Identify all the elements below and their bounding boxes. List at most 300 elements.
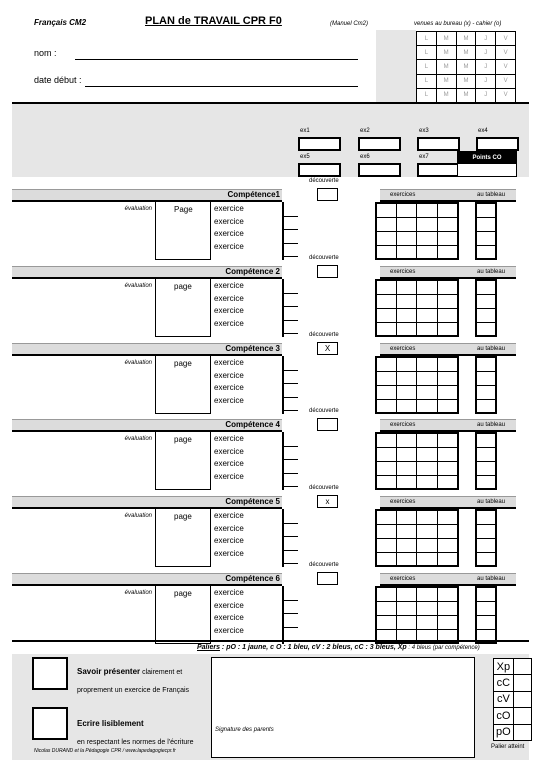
exercice-label: exercice xyxy=(214,395,244,405)
attendance-cell[interactable]: M xyxy=(456,88,476,102)
exercice-label: exercice xyxy=(214,216,244,226)
exercices-grid-cell[interactable] xyxy=(397,552,417,566)
competence-bar-line xyxy=(12,354,282,356)
au-tableau-label: au tableau xyxy=(477,346,506,352)
au-tableau-row xyxy=(476,280,496,294)
attendance-cell[interactable]: L xyxy=(417,74,437,88)
exercices-grid-cell[interactable] xyxy=(376,538,397,552)
ex-box[interactable] xyxy=(417,137,460,151)
exercices-grid-cell[interactable] xyxy=(437,433,458,447)
au-tableau-cell[interactable] xyxy=(476,552,496,566)
attendance-cell[interactable]: J xyxy=(476,46,496,60)
ex-box[interactable] xyxy=(358,137,401,151)
competence-title: Compétence 6 xyxy=(225,574,280,583)
exercices-grid-cell[interactable] xyxy=(437,357,458,371)
evaluation-label: évaluation xyxy=(124,436,152,442)
exercices-grid-cell[interactable] xyxy=(397,245,417,259)
exercices-grid-cell[interactable] xyxy=(397,538,417,552)
exercices-grid-cell[interactable] xyxy=(397,385,417,399)
au-tableau-cell[interactable] xyxy=(476,601,496,615)
date-field[interactable] xyxy=(85,86,358,87)
savoir-text2: proprement un exercice de Français xyxy=(77,687,190,694)
savoir-checkbox[interactable] xyxy=(32,657,68,690)
au-tableau-row xyxy=(476,203,496,217)
exercices-grid[interactable] xyxy=(375,279,459,337)
eval-line xyxy=(155,202,156,260)
competence-title: Compétence1 xyxy=(227,190,280,199)
level-checkbox[interactable] xyxy=(513,675,531,691)
exercices-grid-cell[interactable] xyxy=(376,587,397,601)
row-tick xyxy=(282,333,298,334)
exercice-label: exercice xyxy=(214,370,244,380)
ecrire-checkbox[interactable] xyxy=(32,707,68,740)
eval-line xyxy=(155,586,156,644)
exercices-grid-cell[interactable] xyxy=(417,245,437,259)
attendance-cell[interactable]: J xyxy=(476,74,496,88)
exercices-grid-row xyxy=(376,308,458,322)
exercice-label: exercice xyxy=(214,281,244,290)
au-tableau-cell[interactable] xyxy=(476,399,496,413)
exercices-grid-cell[interactable] xyxy=(417,203,437,217)
au-tableau-cell[interactable] xyxy=(476,461,496,475)
exercices-grid-cell[interactable] xyxy=(437,322,458,336)
exercices-grid-cell[interactable] xyxy=(417,510,437,524)
au-tableau-cell[interactable] xyxy=(476,231,496,245)
au-tableau-cell[interactable] xyxy=(476,538,496,552)
credit: Nicolas DURAND et la Pédagogie CPR / www.lapedagogiecpr.fr xyxy=(34,748,176,754)
exercices-grid-cell[interactable] xyxy=(376,447,397,461)
level-checkbox[interactable] xyxy=(513,708,531,724)
exercices-grid-cell[interactable] xyxy=(376,601,397,615)
exercices-grid[interactable] xyxy=(375,356,459,414)
venues-label: venues au bureau (x) - cahier (o) xyxy=(414,21,502,27)
exercices-grid-cell[interactable] xyxy=(417,308,437,322)
row-tick xyxy=(282,216,298,217)
exercices-grid-cell[interactable] xyxy=(437,399,458,413)
au-tableau-cell[interactable] xyxy=(476,357,496,371)
exercice-label: exercice xyxy=(214,306,244,316)
au-tableau-grid[interactable] xyxy=(475,509,497,567)
savoir-title: Savoir présenter xyxy=(77,667,141,676)
decouverte-label: découverte xyxy=(309,485,339,491)
level-checkbox[interactable] xyxy=(513,659,531,675)
attendance-cell[interactable]: M xyxy=(456,74,476,88)
level-checkbox[interactable] xyxy=(513,724,531,740)
eval-bottom xyxy=(155,566,210,567)
au-tableau-grid[interactable] xyxy=(475,432,497,490)
evaluation-label: évaluation xyxy=(124,513,152,519)
decouverte-box[interactable] xyxy=(317,188,338,201)
exercices-grid-cell[interactable] xyxy=(397,280,417,294)
exercices-grid-cell[interactable] xyxy=(376,615,397,629)
exercices-grid-cell[interactable] xyxy=(376,371,397,385)
decouverte-box[interactable] xyxy=(317,418,338,431)
subject-label: Français CM2 xyxy=(34,18,87,27)
exercices-grid-cell[interactable] xyxy=(397,615,417,629)
au-tableau-grid[interactable] xyxy=(475,586,497,644)
attendance-cell[interactable]: L xyxy=(417,60,437,74)
au-tableau-row xyxy=(476,524,496,538)
exercices-grid-cell[interactable] xyxy=(417,217,437,231)
exercices-grid-cell[interactable] xyxy=(397,524,417,538)
exercices-grid-cell[interactable] xyxy=(437,615,458,629)
exercices-grid-row xyxy=(376,461,458,475)
page-label: Page xyxy=(174,205,193,214)
exercices-grid[interactable] xyxy=(375,432,459,490)
attendance-cell[interactable]: L xyxy=(417,32,437,46)
exercices-grid-row xyxy=(376,524,458,538)
level-label: pO xyxy=(494,724,514,740)
au-tableau-label: au tableau xyxy=(477,192,506,198)
exercices-grid-cell[interactable] xyxy=(437,461,458,475)
nom-label: nom : xyxy=(34,48,57,58)
exercices-grid-cell[interactable] xyxy=(376,357,397,371)
attendance-cell[interactable]: V xyxy=(496,32,516,46)
attendance-row xyxy=(417,60,516,74)
attendance-cell[interactable]: M xyxy=(436,74,456,88)
exercices-grid-cell[interactable] xyxy=(376,475,397,489)
exercices-grid-cell[interactable] xyxy=(376,385,397,399)
row-tick xyxy=(282,486,298,487)
exercices-grid-cell[interactable] xyxy=(417,231,437,245)
attendance-cell[interactable]: V xyxy=(496,74,516,88)
exercices-grid-row xyxy=(376,538,458,552)
exercice-label: exercice xyxy=(214,536,244,546)
exercices-grid-cell[interactable] xyxy=(417,475,437,489)
exercices-grid-cell[interactable] xyxy=(417,538,437,552)
level-checkbox[interactable] xyxy=(513,691,531,707)
eval-bottom xyxy=(155,259,210,260)
evaluation-label: évaluation xyxy=(124,590,152,596)
au-tableau-cell[interactable] xyxy=(476,245,496,259)
decouverte-label: découverte xyxy=(309,332,339,338)
exercices-grid-cell[interactable] xyxy=(437,231,458,245)
exercices-grid-row xyxy=(376,601,458,615)
row-divider xyxy=(282,432,284,490)
au-tableau-row xyxy=(476,357,496,371)
attendance-grid[interactable] xyxy=(416,31,516,103)
savoir-text1: clairement et xyxy=(140,669,183,676)
au-tableau-row xyxy=(476,322,496,336)
points-co-box[interactable] xyxy=(457,151,517,177)
page-label: page xyxy=(174,589,192,598)
exercices-grid-cell[interactable] xyxy=(417,357,437,371)
exercices-grid-cell[interactable] xyxy=(397,510,417,524)
level-label: cO xyxy=(494,708,514,724)
attendance-cell[interactable]: J xyxy=(476,88,496,102)
exercices-grid-cell[interactable] xyxy=(397,461,417,475)
exercices-grid-cell[interactable] xyxy=(397,322,417,336)
au-tableau-cell[interactable] xyxy=(476,510,496,524)
au-tableau-row xyxy=(476,475,496,489)
levels-table xyxy=(493,658,532,741)
exercices-grid-cell[interactable] xyxy=(417,587,437,601)
ex-box[interactable] xyxy=(298,137,341,151)
exercices-grid-row xyxy=(376,322,458,336)
ex-label: ex3 xyxy=(419,128,429,134)
au-tableau-row xyxy=(476,601,496,615)
au-tableau-grid[interactable] xyxy=(475,279,497,337)
ex-box[interactable] xyxy=(476,137,519,151)
au-tableau-cell[interactable] xyxy=(476,433,496,447)
exercices-grid-row xyxy=(376,510,458,524)
competence-bar-line xyxy=(12,584,282,586)
au-tableau-cell[interactable] xyxy=(476,385,496,399)
attendance-cell[interactable]: M xyxy=(436,88,456,102)
exercices-grid-cell[interactable] xyxy=(437,245,458,259)
exercices-grid-cell[interactable] xyxy=(376,245,397,259)
exercices-grid-cell[interactable] xyxy=(417,385,437,399)
date-label: date début : xyxy=(34,75,82,85)
exercices-grid-cell[interactable] xyxy=(417,461,437,475)
exercices-grid-cell[interactable] xyxy=(397,203,417,217)
au-tableau-cell[interactable] xyxy=(476,371,496,385)
exercices-grid-cell[interactable] xyxy=(437,475,458,489)
au-tableau-cell[interactable] xyxy=(476,203,496,217)
exercices-grid-cell[interactable] xyxy=(397,294,417,308)
row-tick xyxy=(282,446,298,447)
exercices-grid-cell[interactable] xyxy=(397,308,417,322)
competence-title: Compétence 2 xyxy=(225,267,280,276)
exercices-grid-cell[interactable] xyxy=(376,399,397,413)
au-tableau-row xyxy=(476,461,496,475)
exercices-grid-cell[interactable] xyxy=(437,552,458,566)
attendance-cell[interactable]: M xyxy=(436,32,456,46)
exercices-label: exercices xyxy=(390,576,416,582)
row-tick xyxy=(282,523,298,524)
au-tableau-row xyxy=(476,217,496,231)
exercices-grid-cell[interactable] xyxy=(437,280,458,294)
decouverte-label: découverte xyxy=(309,255,339,261)
exercices-grid-cell[interactable] xyxy=(417,294,437,308)
exercices-grid-cell[interactable] xyxy=(437,524,458,538)
decouverte-box[interactable] xyxy=(317,572,338,585)
signature-box[interactable] xyxy=(211,657,475,758)
page-title: PLAN de TRAVAIL CPR F0 xyxy=(145,15,282,27)
exercices-grid-cell[interactable] xyxy=(376,231,397,245)
nom-field[interactable] xyxy=(75,59,358,60)
attendance-cell[interactable]: M xyxy=(456,32,476,46)
attendance-cell[interactable]: J xyxy=(476,60,496,74)
exercices-grid-cell[interactable] xyxy=(397,601,417,615)
exercices-grid-cell[interactable] xyxy=(437,294,458,308)
row-tick xyxy=(282,293,298,294)
au-tableau-row xyxy=(476,308,496,322)
exercice-label: exercice xyxy=(214,204,244,213)
exercices-label: exercices xyxy=(390,269,416,275)
level-row xyxy=(494,675,532,691)
exercices-grid-cell[interactable] xyxy=(376,552,397,566)
page-line xyxy=(210,356,211,414)
au-tableau-cell[interactable] xyxy=(476,447,496,461)
ex-label: ex5 xyxy=(300,154,310,160)
ex-label: ex7 xyxy=(419,154,429,160)
level-label: cC xyxy=(494,675,514,691)
ex-box[interactable] xyxy=(417,163,460,177)
exercices-grid-cell[interactable] xyxy=(437,587,458,601)
exercices-grid-cell[interactable] xyxy=(417,601,437,615)
exercices-grid-cell[interactable] xyxy=(397,475,417,489)
exercices-grid[interactable] xyxy=(375,586,459,644)
page-line xyxy=(210,586,211,644)
decouverte-box[interactable] xyxy=(317,265,338,278)
attendance-cell[interactable]: L xyxy=(417,88,437,102)
exercices-grid-row xyxy=(376,231,458,245)
attendance-cell[interactable]: V xyxy=(496,46,516,60)
attendance-cell[interactable]: M xyxy=(436,60,456,74)
exercice-label: exercice xyxy=(214,523,244,533)
ex-box[interactable] xyxy=(358,163,401,177)
au-tableau-cell[interactable] xyxy=(476,587,496,601)
ecrire-subtext: en respectant les normes de l'écriture xyxy=(77,739,194,746)
attendance-cell[interactable]: M xyxy=(456,60,476,74)
exercices-grid-row xyxy=(376,587,458,601)
au-tableau-row xyxy=(476,587,496,601)
page-label: page xyxy=(174,512,192,521)
exercices-grid-row xyxy=(376,385,458,399)
row-divider xyxy=(282,586,284,644)
exercices-grid-row xyxy=(376,217,458,231)
exercices-grid-cell[interactable] xyxy=(417,371,437,385)
decouverte-label: découverte xyxy=(309,408,339,414)
competence-bar-line xyxy=(12,430,282,432)
exercices-grid-cell[interactable] xyxy=(397,371,417,385)
exercices-grid-cell[interactable] xyxy=(437,510,458,524)
exercices-grid-cell[interactable] xyxy=(376,461,397,475)
decouverte-box[interactable]: x xyxy=(317,495,338,508)
exercices-grid-cell[interactable] xyxy=(397,587,417,601)
au-tableau-grid[interactable] xyxy=(475,202,497,260)
exercices-grid-cell[interactable] xyxy=(417,433,437,447)
row-tick xyxy=(282,383,298,384)
attendance-cell[interactable]: M xyxy=(456,46,476,60)
page-line xyxy=(210,202,211,260)
au-tableau-cell[interactable] xyxy=(476,280,496,294)
exercice-label: exercice xyxy=(214,293,244,303)
exercices-grid-cell[interactable] xyxy=(397,447,417,461)
exercices-grid-cell[interactable] xyxy=(437,447,458,461)
exercices-grid-row xyxy=(376,371,458,385)
exercices-grid-cell[interactable] xyxy=(376,280,397,294)
exercices-grid-cell[interactable] xyxy=(417,280,437,294)
exercices-grid-cell[interactable] xyxy=(417,399,437,413)
au-tableau-row xyxy=(476,231,496,245)
exercices-grid-cell[interactable] xyxy=(397,231,417,245)
competence-bar-line xyxy=(12,277,282,279)
footer-divider xyxy=(12,640,529,642)
exercices-grid-cell[interactable] xyxy=(417,552,437,566)
au-tableau-cell[interactable] xyxy=(476,308,496,322)
exercice-label: exercice xyxy=(214,383,244,393)
exercices-grid-cell[interactable] xyxy=(437,203,458,217)
exercices-grid-cell[interactable] xyxy=(417,322,437,336)
exercices-grid-cell[interactable] xyxy=(437,538,458,552)
exercices-grid-cell[interactable] xyxy=(376,510,397,524)
competence-title: Compétence 3 xyxy=(225,344,280,353)
exercice-label: exercice xyxy=(214,613,244,623)
exercices-grid-cell[interactable] xyxy=(437,308,458,322)
decouverte-label: découverte xyxy=(309,562,339,568)
au-tableau-label: au tableau xyxy=(477,422,506,428)
paliers-small: : 4 bleus (par compétence) xyxy=(406,645,480,651)
exercices-grid[interactable] xyxy=(375,202,459,260)
ex-box[interactable] xyxy=(298,163,341,177)
exercices-grid-cell[interactable] xyxy=(417,524,437,538)
exercices-grid-cell[interactable] xyxy=(397,217,417,231)
attendance-cell[interactable]: V xyxy=(496,88,516,102)
au-tableau-cell[interactable] xyxy=(476,322,496,336)
exercices-grid-cell[interactable] xyxy=(397,399,417,413)
row-tick xyxy=(282,563,298,564)
decouverte-box[interactable]: X xyxy=(317,342,338,355)
exercices-grid-cell[interactable] xyxy=(397,433,417,447)
exercices-grid-cell[interactable] xyxy=(376,433,397,447)
au-tableau-cell[interactable] xyxy=(476,217,496,231)
savoir-text xyxy=(77,661,207,697)
exercices-grid-cell[interactable] xyxy=(437,385,458,399)
attendance-cell[interactable]: M xyxy=(436,46,456,60)
row-tick xyxy=(282,550,298,551)
exercices-grid-cell[interactable] xyxy=(417,615,437,629)
exercices-grid-row xyxy=(376,433,458,447)
evaluation-label: évaluation xyxy=(124,206,152,212)
page-line xyxy=(210,279,211,337)
ex-label: ex4 xyxy=(478,128,488,134)
paliers-legend xyxy=(197,644,480,651)
page-line xyxy=(210,432,211,490)
exercices-grid-cell[interactable] xyxy=(376,294,397,308)
attendance-cell[interactable]: J xyxy=(476,32,496,46)
exercices-grid[interactable] xyxy=(375,509,459,567)
au-tableau-row xyxy=(476,399,496,413)
au-tableau-cell[interactable] xyxy=(476,475,496,489)
au-tableau-row xyxy=(476,371,496,385)
exercices-grid-cell[interactable] xyxy=(376,217,397,231)
row-divider xyxy=(282,509,284,567)
exercices-grid-cell[interactable] xyxy=(376,524,397,538)
attendance-cell[interactable]: L xyxy=(417,46,437,60)
attendance-cell[interactable]: V xyxy=(496,60,516,74)
exercices-grid-cell[interactable] xyxy=(417,447,437,461)
row-tick xyxy=(282,229,298,230)
exercices-grid-row xyxy=(376,280,458,294)
row-tick xyxy=(282,256,298,257)
exercice-label: exercice xyxy=(214,459,244,469)
au-tableau-cell[interactable] xyxy=(476,615,496,629)
exercices-grid-cell[interactable] xyxy=(376,203,397,217)
exercices-grid-cell[interactable] xyxy=(437,217,458,231)
eval-bottom xyxy=(155,413,210,414)
exercices-grid-row xyxy=(376,203,458,217)
exercices-grid-cell[interactable] xyxy=(437,601,458,615)
exercices-grid-row xyxy=(376,357,458,371)
au-tableau-row xyxy=(476,615,496,629)
au-tableau-cell[interactable] xyxy=(476,524,496,538)
exercices-grid-cell[interactable] xyxy=(376,322,397,336)
au-tableau-cell[interactable] xyxy=(476,294,496,308)
eval-line xyxy=(155,432,156,490)
exercices-grid-cell[interactable] xyxy=(397,357,417,371)
header-gray-block xyxy=(376,30,416,102)
exercices-grid-cell[interactable] xyxy=(437,371,458,385)
row-tick xyxy=(282,613,298,614)
row-tick xyxy=(282,536,298,537)
exercice-label: exercice xyxy=(214,548,244,558)
exercices-label: exercices xyxy=(390,346,416,352)
au-tableau-grid[interactable] xyxy=(475,356,497,414)
ex-label: ex2 xyxy=(360,128,370,134)
exercices-grid-cell[interactable] xyxy=(376,308,397,322)
